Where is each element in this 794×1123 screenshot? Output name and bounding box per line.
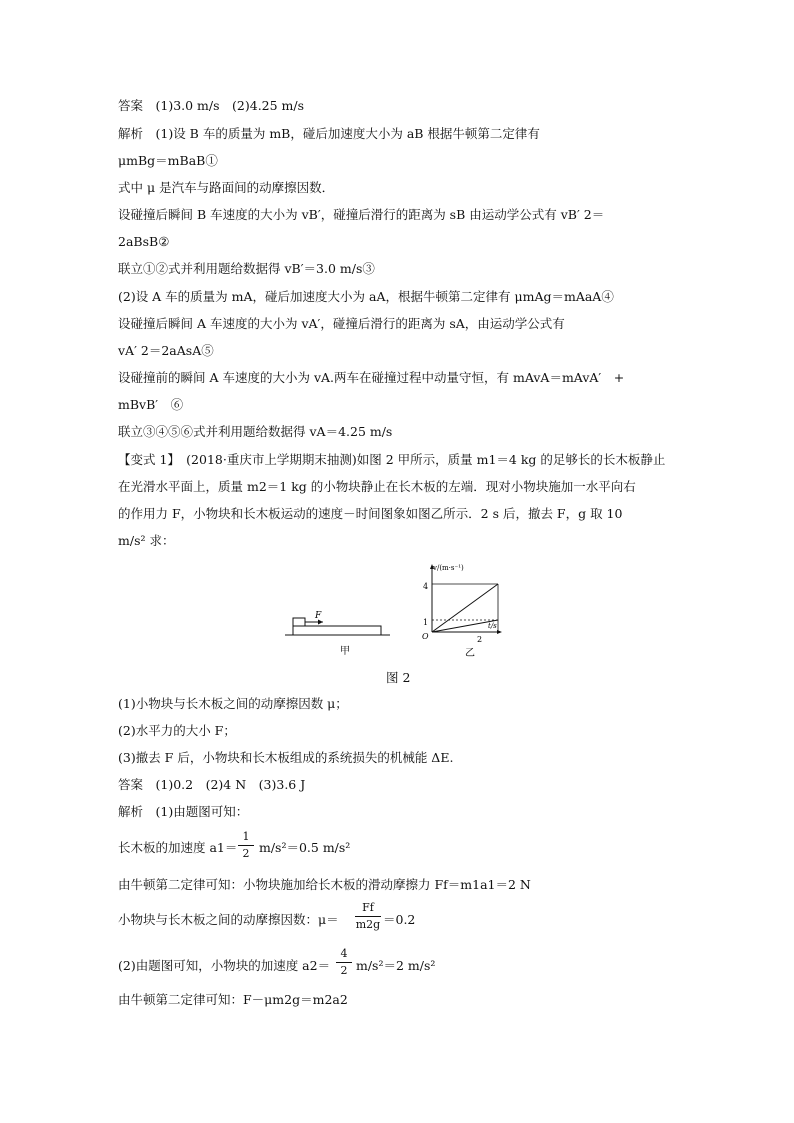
analysis-2: 解析 (1)由题图可知： <box>118 804 249 819</box>
left-figure-label: 甲 <box>340 646 350 657</box>
analysis-1: 解析 (1)设 B 车的质量为 mB，碰后加速度大小为 aB 根据牛顿第二定律有 <box>118 126 540 141</box>
eq-accel-board-suffix: m/s²＝0.5 m/s² <box>255 840 351 855</box>
text-line: 联立①②式并利用题给数据得 vB′＝3.0 m/s③ <box>118 261 375 276</box>
equation-1: μmBg＝mBaB① <box>118 153 218 168</box>
question-2: (2)水平力的大小 F； <box>118 723 236 738</box>
question-3: (3)撤去 F 后，小物块和长木板组成的系统损失的机械能 ΔE. <box>118 750 454 765</box>
fraction-denominator: 2 <box>242 847 250 860</box>
figure-2 <box>285 560 515 660</box>
fraction-denominator: 2 <box>340 964 348 977</box>
equation-5: vA′ 2＝2aAsA⑤ <box>118 343 214 358</box>
problem-text: 在光滑水平面上，质量 m2＝1 kg 的小物块静止在长木板的左端．现对小物块施加一水平向右 <box>118 479 636 494</box>
problem-variant-1: 【变式 1】 (2018·重庆市上学期期末抽测)如图 2 甲所示，质量 m1＝4 kg 的足够长的长木板静止 <box>118 452 666 467</box>
origin-label: O <box>422 632 429 641</box>
problem-text: 的作用力 F，小物块和长木板运动的速度－时间图象如图乙所示．2 s 后，撤去 F，g 取 10 <box>118 506 623 521</box>
text-line: (2)设 A 车的质量为 mA，碰后加速度大小为 aA，根据牛顿第二定律有 μmAg＝mAaA④ <box>118 289 614 304</box>
answer-1: 答案 (1)3.0 m/s (2)4.25 m/s <box>118 98 305 113</box>
long-board <box>293 626 381 635</box>
force-label: F <box>315 611 322 621</box>
fraction-bar <box>355 916 381 917</box>
tick-label-y1: 1 <box>423 618 429 627</box>
eq-accel-board-prefix: 长木板的加速度 a1＝ <box>118 840 238 855</box>
text-line: 联立③④⑤⑥式并利用题给数据得 vA＝4.25 m/s <box>118 424 393 439</box>
text-line: 设碰撞后瞬间 A 车速度的大小为 vA′，碰撞后滑行的距离为 sA，由运动学公式有 <box>118 316 565 331</box>
text-line: 设碰撞前的瞬间 A 车速度的大小为 vA.两车在碰撞过程中动量守恒，有 mAvA＝mAvA′ + <box>118 370 625 385</box>
text-line: 式中 μ 是汽车与路面间的动摩擦因数． <box>118 180 335 195</box>
text-line: 设碰撞后瞬间 B 车速度的大小为 vB′，碰撞后滑行的距离为 sB 由运动学公式有 vB′ 2＝ <box>118 207 605 222</box>
text-line: 由牛顿第二定律可知：F－μm2g＝m2a2 <box>118 992 348 1007</box>
fraction-numerator: 1 <box>242 830 250 843</box>
fraction-denominator: m2g <box>355 918 381 931</box>
problem-text: m/s² 求： <box>118 533 175 548</box>
vt-chart <box>422 564 502 644</box>
fraction-bar <box>238 845 254 846</box>
tick-label-y4: 4 <box>423 582 429 591</box>
fraction-bar <box>336 962 352 963</box>
fraction-numerator: Ff <box>362 901 374 914</box>
fraction-numerator: 4 <box>340 947 348 960</box>
equation-6: mBvB′ ⑥ <box>118 397 184 412</box>
eq-accel-block-suffix: m/s²＝2 m/s² <box>352 958 436 973</box>
right-figure-label: 乙 <box>465 648 475 659</box>
equation-2: 2aBsB② <box>118 234 170 249</box>
y-axis-label: v/(m·s⁻¹) <box>433 564 464 572</box>
answer-2: 答案 (1)0.2 (2)4 N (3)3.6 J <box>118 777 306 792</box>
small-block <box>293 618 305 626</box>
figure-caption: 图 2 <box>386 670 411 685</box>
x-axis-label: t/s <box>488 622 497 630</box>
eq-mu-prefix: 小物块与长木板之间的动摩擦因数：μ＝ <box>118 912 339 927</box>
eq-accel-block-prefix: (2)由题图可知，小物块的加速度 a2＝ <box>118 958 331 973</box>
figure-svg <box>285 560 515 660</box>
eq-mu-suffix: ＝0.2 <box>383 912 416 927</box>
question-1: (1)小物块与长木板之间的动摩擦因数 μ； <box>118 696 348 711</box>
tick-label-x2: 2 <box>477 635 483 644</box>
text-line: 由牛顿第二定律可知：小物块施加给长木板的滑动摩擦力 Ff＝m1a1＝2 N <box>118 877 531 892</box>
